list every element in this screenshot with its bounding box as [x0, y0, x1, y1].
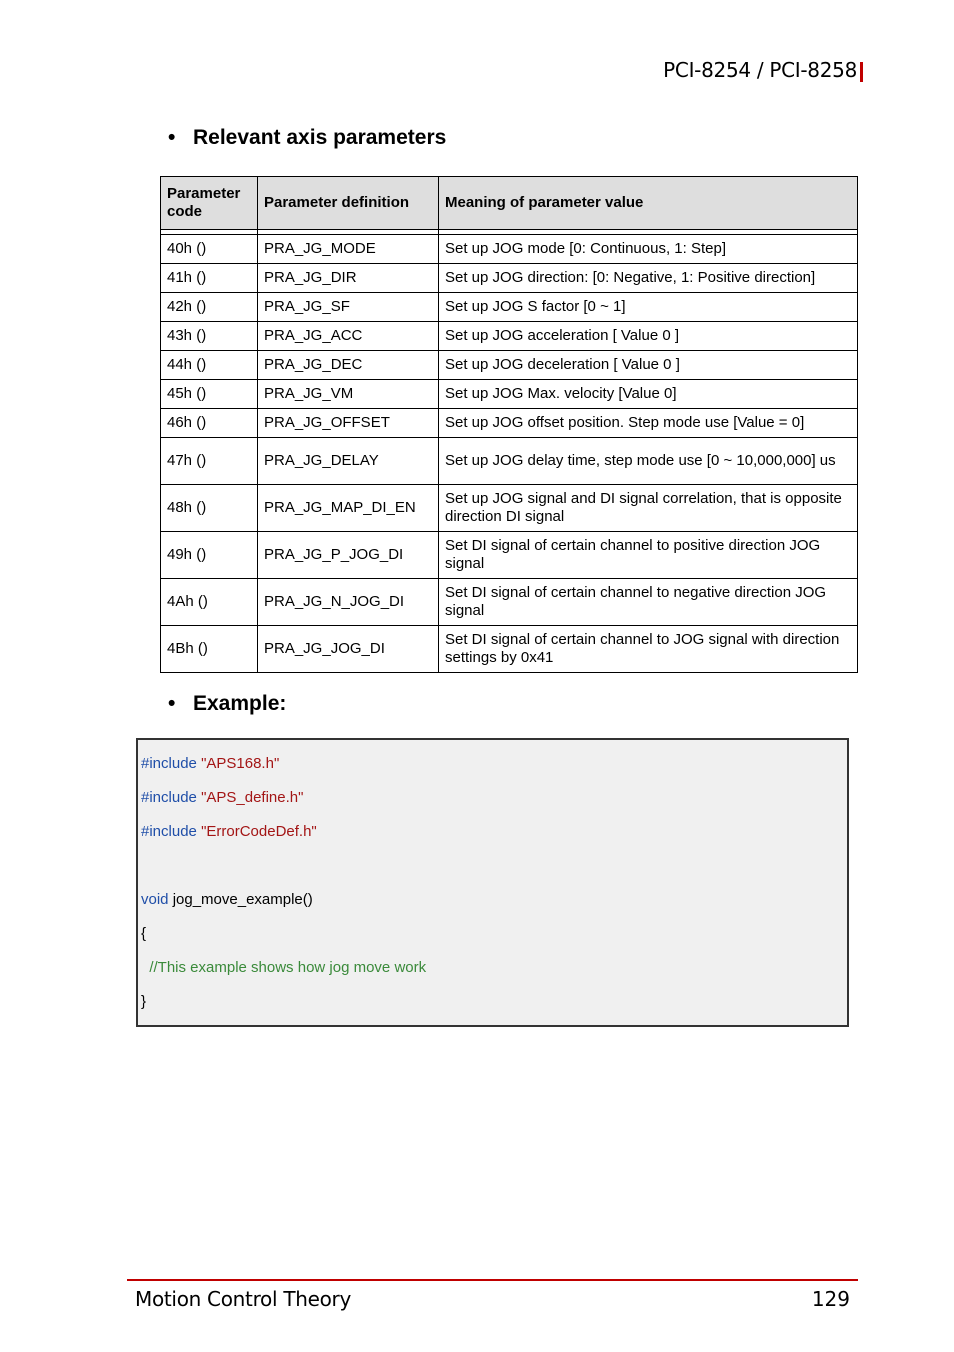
code-line: {	[141, 925, 147, 942]
code-comment: //This example shows how jog move work	[141, 959, 427, 976]
cell-parameter-definition: PRA_JG_DIR	[258, 264, 439, 293]
table-row	[161, 380, 858, 409]
cell-parameter-code: 40h ()	[161, 235, 258, 264]
cell-parameter-definition: PRA_JG_MAP_DI_EN	[258, 485, 439, 532]
cell-parameter-definition: PRA_JG_N_JOG_DI	[258, 579, 439, 626]
cell-parameter-code: 44h ()	[161, 351, 258, 380]
cell-meaning: Set up JOG acceleration [ Value 0 ]	[439, 322, 858, 351]
cell-meaning: Set up JOG Max. velocity [Value 0]	[439, 380, 858, 409]
table-row	[161, 485, 858, 532]
cell-parameter-definition: PRA_JG_MODE	[258, 235, 439, 264]
bullet-icon: •	[168, 692, 176, 715]
code-line: }	[141, 993, 147, 1010]
header-parameter-definition: Parameter definition	[258, 177, 439, 230]
cell-parameter-definition: PRA_JG_OFFSET	[258, 409, 439, 438]
cell-parameter-code: 49h ()	[161, 532, 258, 579]
cell-parameter-code: 48h ()	[161, 485, 258, 532]
params-heading-text: Relevant axis parameters	[193, 126, 447, 149]
header-accent-bar	[860, 62, 863, 82]
cell-parameter-code: 4Ah ()	[161, 579, 258, 626]
table-row	[161, 264, 858, 293]
header-title: PCI-8254 / PCI-8258	[663, 58, 857, 82]
table-row	[161, 409, 858, 438]
cell-meaning: Set DI signal of certain channel to JOG signal with direction settings by 0x41	[439, 626, 858, 673]
cell-meaning: Set up JOG delay time, step mode use [0 ~ 10,000,000] us	[439, 438, 858, 485]
table-row	[161, 293, 858, 322]
table-row	[161, 579, 858, 626]
cell-parameter-code: 4Bh ()	[161, 626, 258, 673]
table-row	[161, 438, 858, 485]
table-row	[161, 351, 858, 380]
cell-parameter-code: 46h ()	[161, 409, 258, 438]
params-heading	[168, 126, 446, 150]
cell-meaning: Set up JOG offset position. Step mode use [Value = 0]	[439, 409, 858, 438]
table-row	[161, 626, 858, 673]
table-row	[161, 235, 858, 264]
code-line: void jog_move_example()	[141, 891, 313, 908]
table-row	[161, 322, 858, 351]
cell-meaning: Set up JOG mode [0: Continuous, 1: Step]	[439, 235, 858, 264]
footer-chapter-title: Motion Control Theory	[135, 1287, 352, 1311]
cell-parameter-definition: PRA_JG_ACC	[258, 322, 439, 351]
cell-meaning: Set DI signal of certain channel to negative direction JOG signal	[439, 579, 858, 626]
cell-parameter-code: 45h ()	[161, 380, 258, 409]
example-heading	[168, 692, 286, 716]
parameters-table	[160, 176, 858, 673]
cell-parameter-code: 42h ()	[161, 293, 258, 322]
cell-parameter-definition: PRA_JG_P_JOG_DI	[258, 532, 439, 579]
table-row	[161, 532, 858, 579]
table-header-row	[161, 177, 858, 230]
code-line: #include "ErrorCodeDef.h"	[141, 823, 317, 840]
example-heading-text: Example:	[193, 692, 287, 715]
cell-meaning: Set up JOG S factor [0 ~ 1]	[439, 293, 858, 322]
cell-parameter-definition: PRA_JG_DEC	[258, 351, 439, 380]
cell-meaning: Set DI signal of certain channel to positive direction JOG signal	[439, 532, 858, 579]
cell-parameter-definition: PRA_JG_VM	[258, 380, 439, 409]
cell-parameter-definition: PRA_JG_SF	[258, 293, 439, 322]
cell-parameter-code: 43h ()	[161, 322, 258, 351]
footer-rule	[127, 1279, 858, 1281]
cell-parameter-code: 47h ()	[161, 438, 258, 485]
header-meaning: Meaning of parameter value	[439, 177, 858, 230]
cell-parameter-definition: PRA_JG_JOG_DI	[258, 626, 439, 673]
cell-meaning: Set up JOG signal and DI signal correlation, that is opposite direction DI signal	[439, 485, 858, 532]
code-line: #include "APS_define.h"	[141, 789, 304, 806]
code-example-box	[136, 738, 849, 1027]
cell-parameter-definition: PRA_JG_DELAY	[258, 438, 439, 485]
page-number: 129	[811, 1287, 850, 1311]
code-line: #include "APS168.h"	[141, 755, 280, 772]
bullet-icon: •	[168, 126, 176, 149]
cell-parameter-code: 41h ()	[161, 264, 258, 293]
header-parameter-code: Parameter code	[161, 177, 258, 230]
cell-meaning: Set up JOG direction: [0: Negative, 1: Positive direction]	[439, 264, 858, 293]
cell-meaning: Set up JOG deceleration [ Value 0 ]	[439, 351, 858, 380]
